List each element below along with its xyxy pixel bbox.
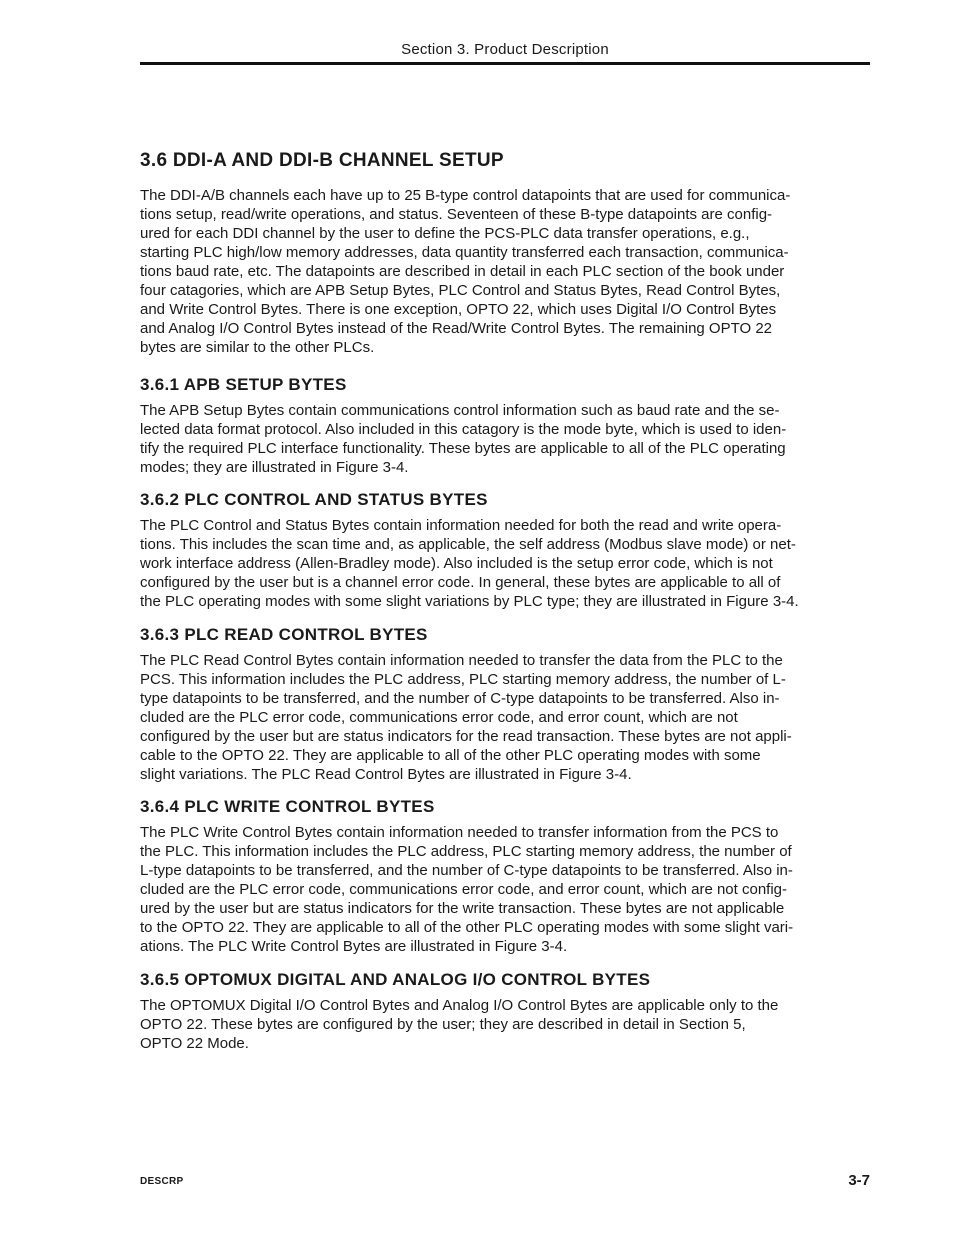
subsection-paragraph: [140, 516, 870, 611]
paragraph-line: The PLC Write Control Bytes contain information needed to transfer information from the PCS to: [140, 824, 779, 841]
subsection-plc-write-control-bytes: [140, 797, 870, 968]
paragraph-line: the PLC operating modes with some slight variations by PLC type; they are illustrated in Figure 3-4.: [140, 593, 799, 610]
subsection-paragraph: [140, 823, 870, 956]
paragraph-line: tify the required PLC interface functionality. These bytes are applicable to all of the PLC operating: [140, 440, 786, 457]
paragraph-line: The PLC Read Control Bytes contain information needed to transfer the data from the PLC to the: [140, 652, 783, 669]
paragraph-line: type datapoints to be transferred, and the number of C-type datapoints to be transferred. Also in-: [140, 690, 780, 707]
paragraph-line: slight variations. The PLC Read Control Bytes are illustrated in Figure 3-4.: [140, 766, 632, 783]
paragraph-line: tions. This includes the scan time and, as applicable, the self address (Modbus slave mode) or net-: [140, 536, 796, 553]
subsection-plc-control-status-bytes: [140, 490, 870, 623]
subsection-paragraph: [140, 651, 870, 784]
paragraph-line: cluded are the PLC error code, communications error code, and error count, which are not config-: [140, 881, 787, 898]
paragraph-line: tions setup, read/write operations, and status. Seventeen of these B-type datapoints are config-: [140, 206, 773, 223]
subsection-heading: 3.6.2 PLC CONTROL AND STATUS BYTES: [140, 490, 488, 509]
paragraph-line: modes; they are illustrated in Figure 3-4.: [140, 459, 409, 476]
paragraph-line: cable to the OPTO 22. They are applicable to all of the other PLC operating modes with some: [140, 747, 761, 764]
footer-doc-code: DESCRP: [140, 1176, 184, 1187]
paragraph-line: configured by the user but are status indicators for the read transaction. These bytes are not appli-: [140, 728, 792, 745]
subsection-apb-setup-bytes: [140, 375, 870, 489]
paragraph-line: tions baud rate, etc. The datapoints are described in detail in each PLC section of the book under: [140, 263, 785, 280]
paragraph-line: and Write Control Bytes. There is one exception, OPTO 22, which uses Digital I/O Control Bytes: [140, 301, 777, 318]
subsection-paragraph: [140, 401, 870, 477]
paragraph-line: starting PLC high/low memory addresses, data quantity transferred each transaction, communica-: [140, 244, 789, 261]
subsection-paragraph: [140, 996, 870, 1053]
paragraph-line: ations. The PLC Write Control Bytes are illustrated in Figure 3-4.: [140, 938, 568, 955]
subsection-heading: 3.6.4 PLC WRITE CONTROL BYTES: [140, 797, 435, 816]
page-number: 3-7: [848, 1172, 870, 1189]
paragraph-line: to the OPTO 22. They are applicable to all of the other PLC operating modes with some slight vari-: [140, 919, 794, 936]
paragraph-line: the PLC. This information includes the PLC address, PLC starting memory address, the number of: [140, 843, 792, 860]
paragraph-line: OPTO 22. These bytes are configured by the user; they are described in detail in Section 5,: [140, 1016, 746, 1033]
subsection-heading: 3.6.1 APB SETUP BYTES: [140, 375, 347, 394]
running-header: Section 3. Product Description: [401, 41, 609, 58]
subsection-plc-read-control-bytes: [140, 625, 870, 796]
subsection-optomux-io-control-bytes: [140, 970, 870, 1065]
subsection-heading: 3.6.5 OPTOMUX DIGITAL AND ANALOG I/O CONTROL BYTES: [140, 970, 651, 989]
paragraph-line: PCS. This information includes the PLC address, PLC starting memory address, the number of L-: [140, 671, 786, 688]
paragraph-line: work interface address (Allen-Bradley mode). Also included is the setup error code, which is not: [140, 555, 773, 572]
paragraph-line: ured by the user but are status indicators for the write transaction. These bytes are not applicable: [140, 900, 785, 917]
paragraph-line: L-type datapoints to be transferred, and the number of C-type datapoints to be transferred. Also in-: [140, 862, 793, 879]
paragraph-line: The DDI-A/B channels each have up to 25 B-type control datapoints that are used for communica-: [140, 187, 791, 204]
paragraph-line: configured by the user but is a channel error code. In general, these bytes are applicable to all of: [140, 574, 781, 591]
paragraph-line: four catagories, which are APB Setup Bytes, PLC Control and Status Bytes, Read Control Bytes,: [140, 282, 781, 299]
paragraph-line: The PLC Control and Status Bytes contain information needed for both the read and write opera-: [140, 517, 782, 534]
paragraph-line: ured for each DDI channel by the user to define the PCS-PLC data transfer operations, e.g.,: [140, 225, 750, 242]
header-rule: [140, 62, 870, 65]
paragraph-line: OPTO 22 Mode.: [140, 1035, 249, 1052]
paragraph-line: The OPTOMUX Digital I/O Control Bytes and Analog I/O Control Bytes are applicable only to the: [140, 997, 779, 1014]
paragraph-line: The APB Setup Bytes contain communications control information such as baud rate and the se-: [140, 402, 780, 419]
subsection-heading: 3.6.3 PLC READ CONTROL BYTES: [140, 625, 428, 644]
paragraph-line: lected data format protocol. Also included in this catagory is the mode byte, which is used to iden-: [140, 421, 787, 438]
paragraph-line: and Analog I/O Control Bytes instead of the Read/Write Control Bytes. The remaining OPTO 22: [140, 320, 772, 337]
paragraph-line: bytes are similar to the other PLCs.: [140, 339, 375, 356]
section-intro-paragraph: [140, 186, 870, 357]
page-content: [140, 150, 870, 1052]
paragraph-line: cluded are the PLC error code, communications error code, and error count, which are not: [140, 709, 738, 726]
section-heading: 3.6 DDI-A AND DDI-B CHANNEL SETUP: [140, 150, 504, 171]
